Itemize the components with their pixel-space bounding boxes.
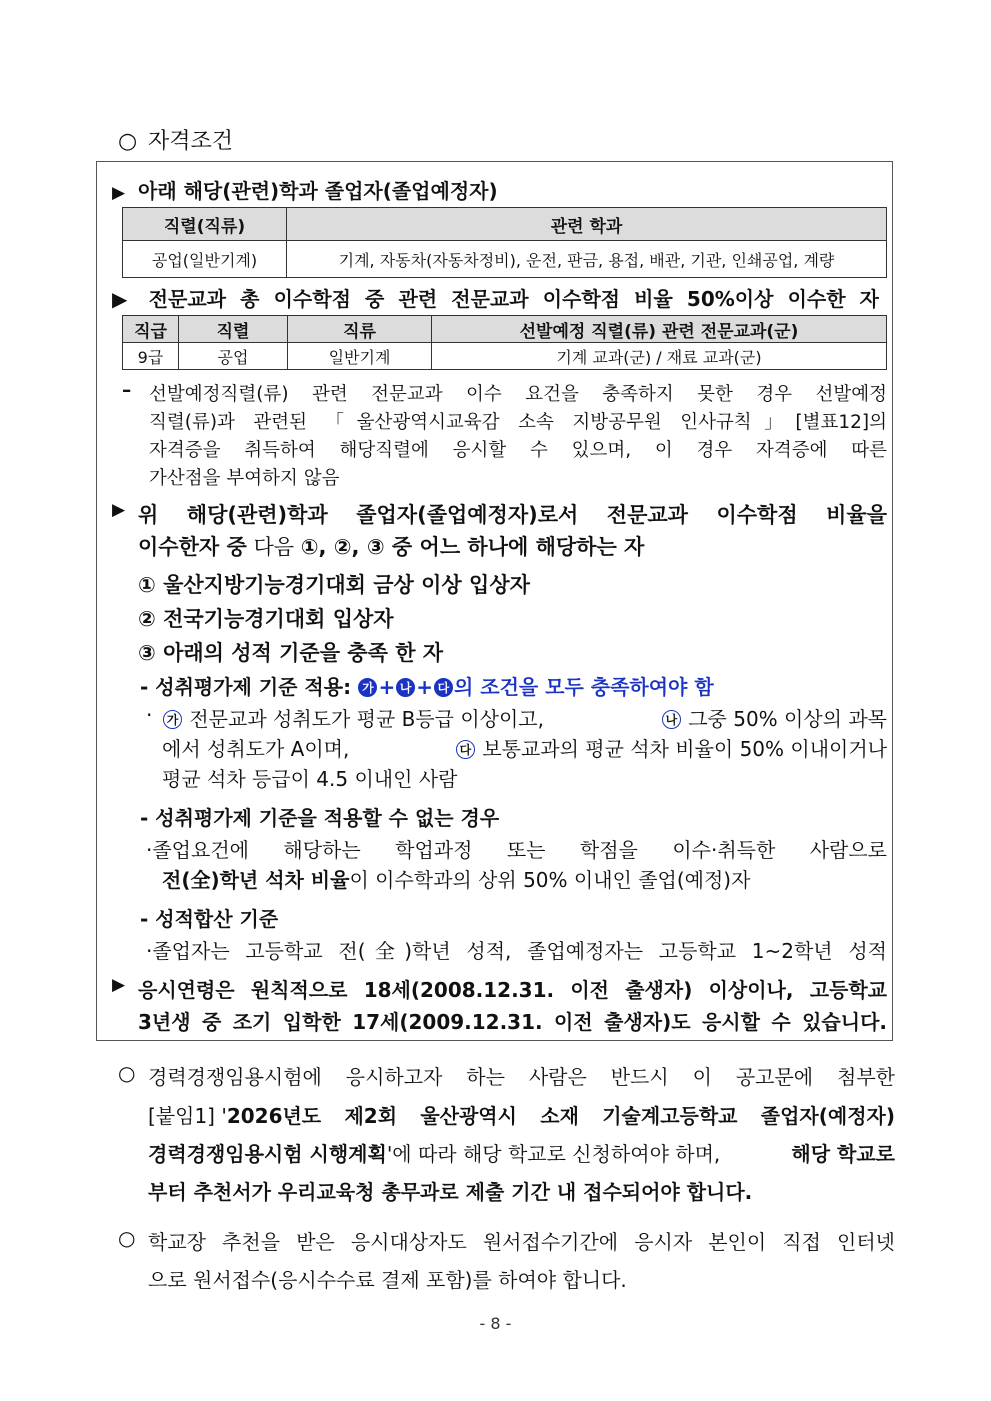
age-line-1: 응시연령은 원칙적으로 18세(2008.12.31. 이전 출생자) 이상이나, 고등학교 [138,978,887,1002]
age-line-2: 3년생 중 조기 입학한 17세(2009.12.31. 이전 출생자)도 응시할 수 있습니다. [138,1010,887,1034]
subject-table-header-cell: 직급 [123,316,179,343]
para1-line-3: 경력경쟁임용시험 시행계획'에 따라 해당 학교로 신청하여야 하며, 해당 학교로 [148,1142,895,1166]
note-line: 가산점을 부여하지 않음 [149,468,340,489]
req3-line1: 위 해당(관련)학과 졸업자(졸업예정자)로서 전문교과 이수학점 비율을 [138,503,887,527]
dept-table [122,207,887,278]
note-line: 선발예정직렬(류) 관련 전문교과 이수 요건을 충족하지 못한 경우 선발예정 [149,384,887,405]
para2-line-1: 학교장 추천을 받은 응시대상자도 원서접수기간에 응시자 본인이 직접 인터넷 [148,1230,895,1254]
subject-table-header-cell: 직류 [288,316,432,343]
calc-heading: - 성적합산 기준 [140,907,279,931]
circle-bullet-icon: ○ [118,1061,136,1085]
dept-table-header-cell: 직렬(직류) [123,208,287,241]
triangle-marker-icon: ▶ [112,183,126,203]
grading-line-3: 평균 석차 등급이 4.5 이내인 사람 [162,767,458,791]
req3-line2: 이수한자 중 다음 ①, ②, ③ 중 어느 하나에 해당하는 자 [138,535,645,559]
grading-heading: - 성취평가제 기준 적용: 가 + 나 + 다 의 조건을 모두 충족하여야 함 [140,675,714,699]
alt-line-1: ·졸업요건에 해당하는 학업과정 또는 학점을 이수·취득한 사람으로 [146,838,887,862]
dept-table-cell: 공업(일반기계) [123,241,287,278]
badge-ga-icon: 가 [358,678,377,697]
circle-bullet-icon: ○ [118,129,138,154]
grading-line-2: 에서 성취도가 A이며, 다 보통교과의 평균 석차 비율이 50% 이내이거나 [162,737,887,761]
alt-heading: - 성취평가제 기준을 적용할 수 없는 경우 [140,806,500,830]
note-line: 직렬(류)과 관련된 「울산광역시교육감 소속 지방공무원 인사규칙」[별표12]의 [149,412,887,433]
para1-line-4: 부터 추천서가 우리교육청 총무과로 제출 기간 내 접수되어야 합니다. [148,1180,753,1204]
subject-table-header-row [123,316,887,343]
req1-text: 아래 해당(관련)학과 졸업자(졸업예정자) [138,179,498,203]
subject-table-cell: 9급 [123,343,179,370]
section-title-text: 자격조건 [148,129,234,154]
grading-line-1: 가 전문교과 성취도가 평균 B등급 이상이고, 나 그중 50% 이상의 과목 [162,703,887,732]
req2-heading [112,283,879,312]
badge-na-icon: 나 [396,678,415,697]
section-title [118,124,233,155]
item-3: ③ 아래의 성적 기준을 충족 한 자 [138,641,444,665]
dept-table-cell: 기계, 자동차(자동차정비), 운전, 판금, 용접, 배관, 기관, 인쇄공업, 계량 [287,241,887,278]
para1-line-2: [붙임1] ' 2026년도 제2회 울산광역시 소재 기술계고등학교 졸업자(예정자) [148,1104,895,1128]
triangle-marker-icon: ▶ [112,975,126,995]
grading-dot: · [146,703,153,727]
subject-table-cell: 기계 교과(군) / 재료 교과(군) [432,343,887,370]
para2-line-2: 으로 원서접수(응시수수료 결제 포함)를 하여야 합니다. [148,1268,627,1292]
alt-line-2: 전(全)학년 석차 비율이 이수학과의 상위 50% 이내인 졸업(예정)자 [162,868,751,892]
calc-line-1: ·졸업자는 고등학교 전(全)학년 성적, 졸업예정자는 고등학교 1~2학년 성적 [146,939,887,963]
note-line: 자격증을 취득하여 해당직렬에 응시할 수 있으며, 이 경우 자격증에 따른 [149,440,887,461]
dept-table-header-row [123,208,887,241]
badge-da-icon: 다 [434,678,453,697]
subject-table-cell: 일반기계 [288,343,432,370]
badge-na-outline-icon: 나 [662,710,681,729]
subject-table-cell: 공업 [179,343,288,370]
req1-heading [112,175,498,204]
subject-table-header-cell: 직렬 [179,316,288,343]
dept-table-row [123,241,887,278]
note-dash: – [122,380,132,401]
circle-bullet-icon: ○ [118,1226,136,1250]
badge-ga-outline-icon: 가 [163,710,182,729]
dept-table-header-cell: 관련 학과 [287,208,887,241]
subject-table [122,315,887,370]
subject-table-row [123,343,887,370]
page-number: - 8 - [479,1314,512,1333]
item-2: ② 전국기능경기대회 입상자 [138,607,394,631]
para1-line-1: 경력경쟁임용시험에 응시하고자 하는 사람은 반드시 이 공고문에 첨부한 [148,1065,895,1089]
triangle-marker-icon: ▶ [112,500,126,520]
item-1: ① 울산지방기능경기대회 금상 이상 입상자 [138,573,530,597]
triangle-marker-icon: ▶ [112,287,135,311]
badge-da-outline-icon: 다 [456,740,475,759]
subject-table-header-cell: 선발예정 직렬(류) 관련 전문교과(군) [432,316,887,343]
req2-text: 전문교과 총 이수학점 중 관련 전문교과 이수학점 비율 50%이상 이수한 자 [148,287,879,311]
